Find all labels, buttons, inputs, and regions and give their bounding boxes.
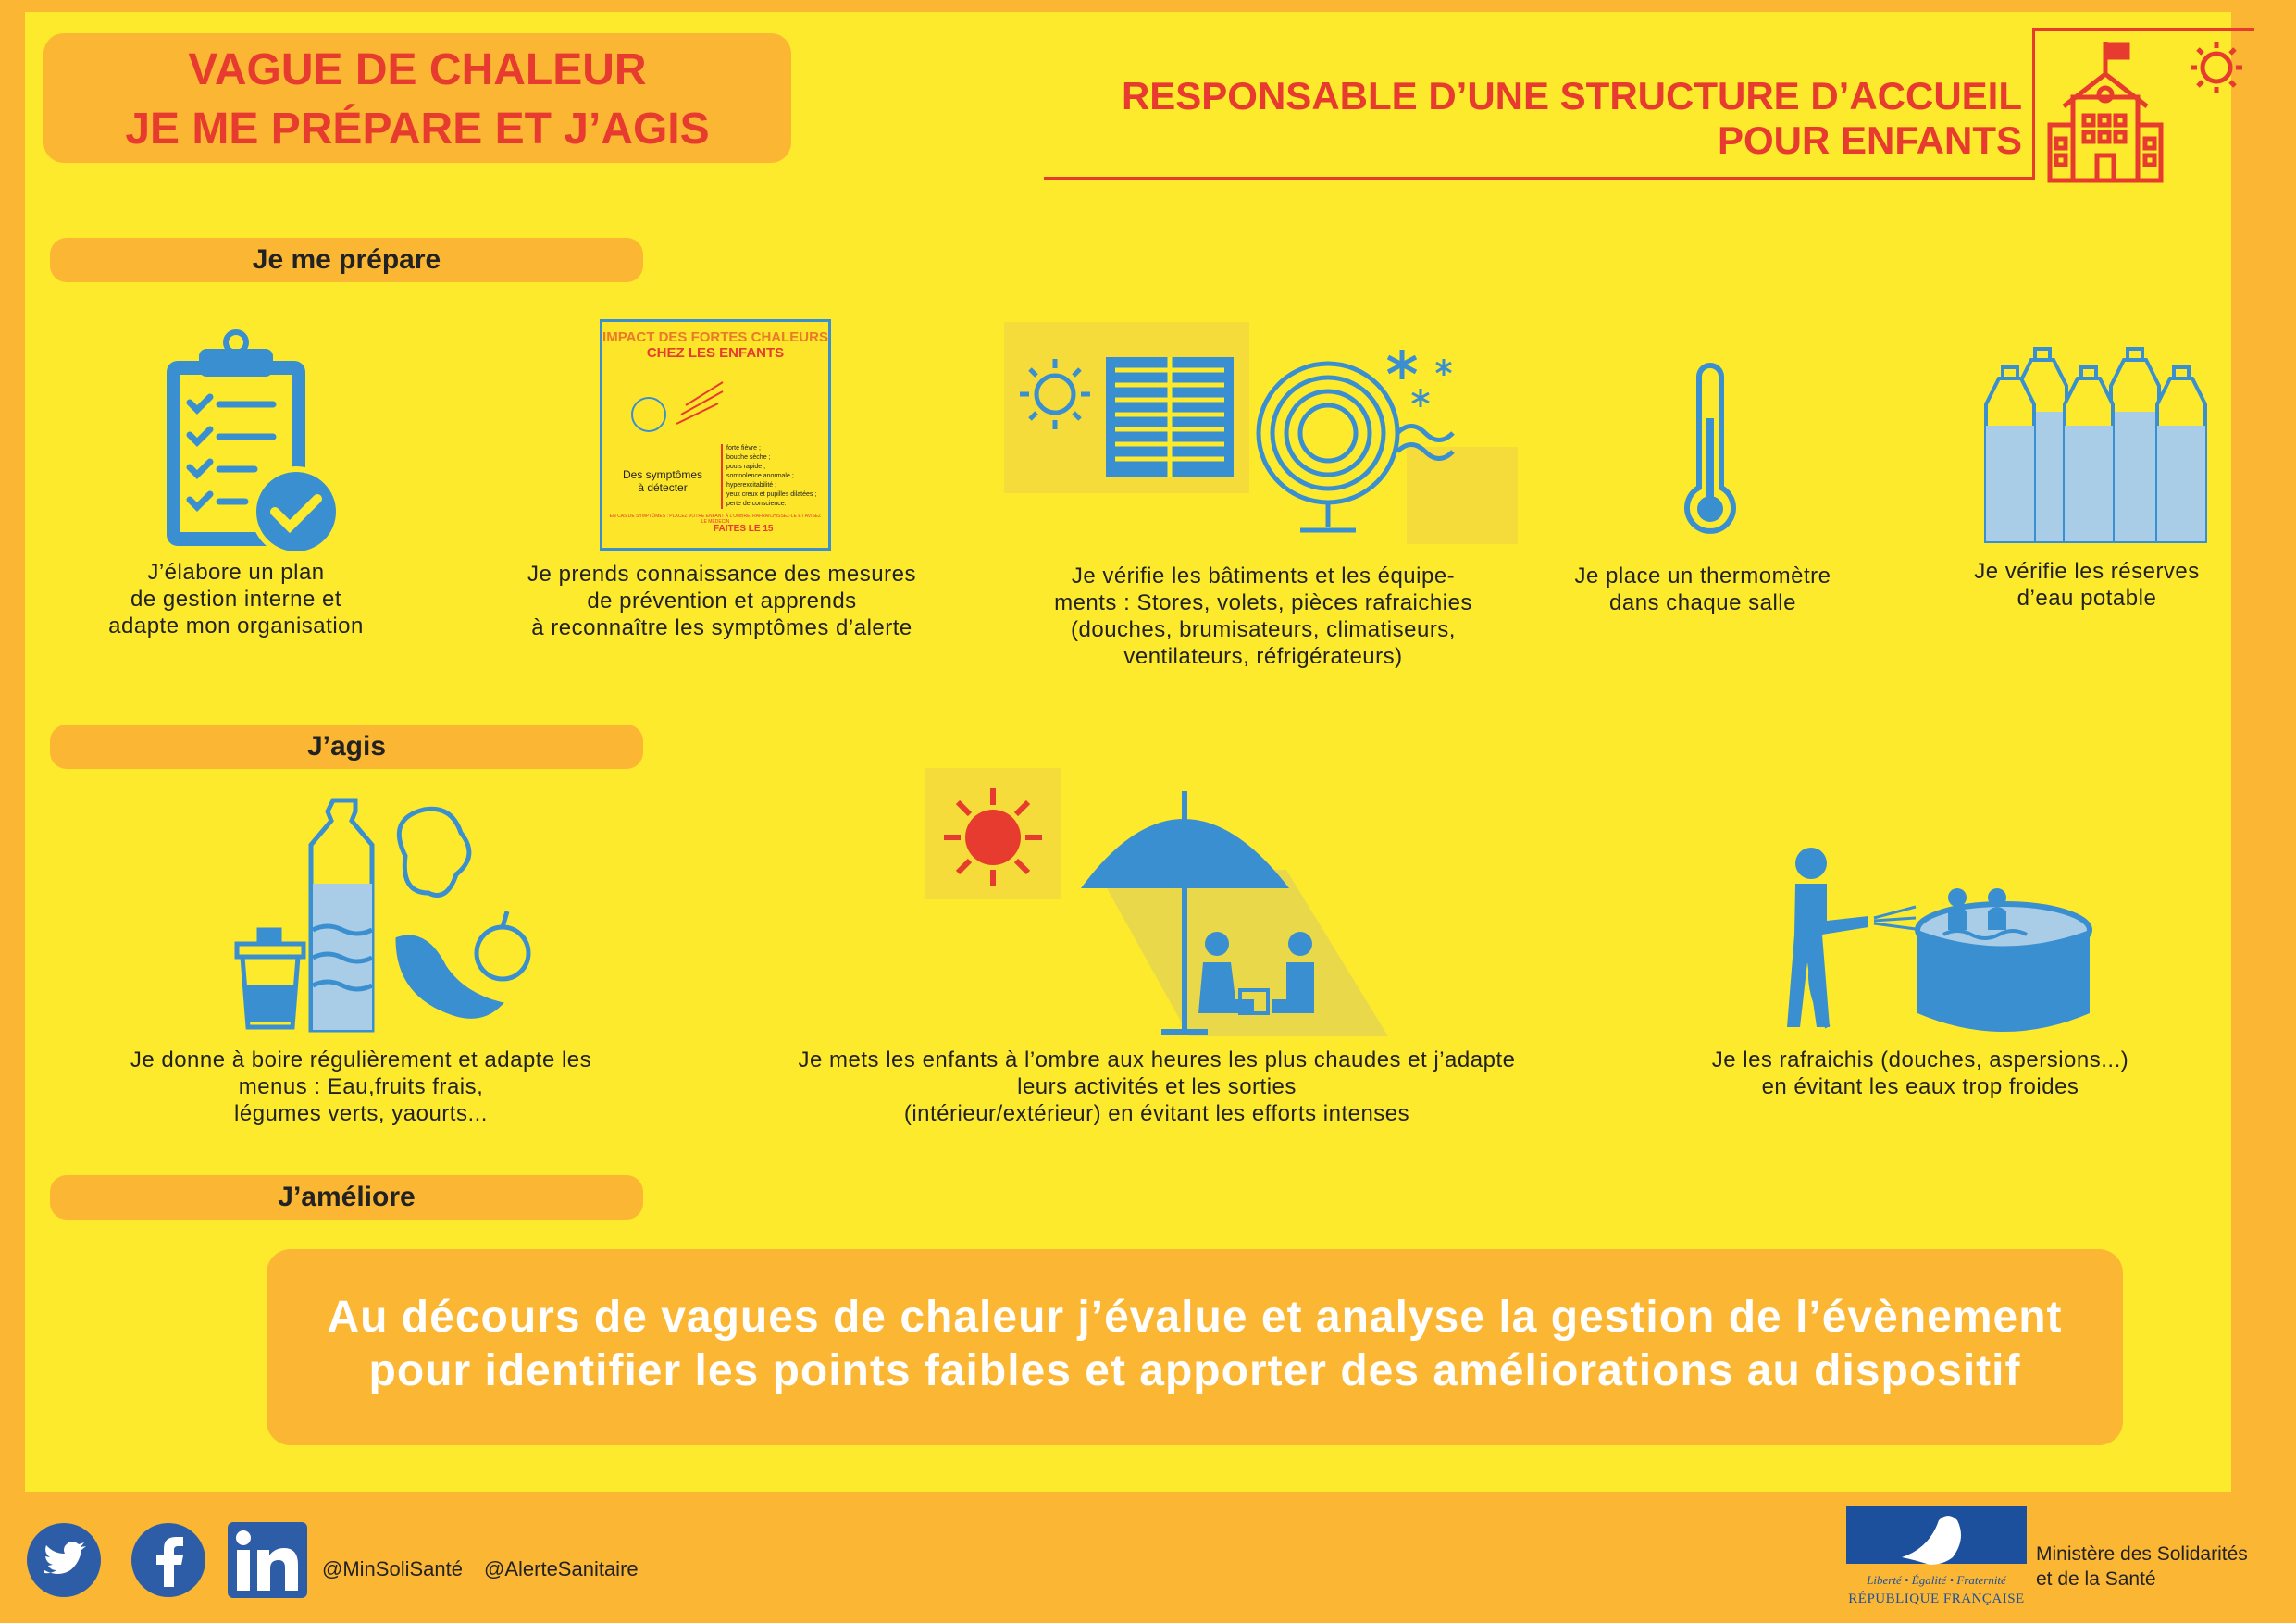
- ministry-name: [2036, 1542, 2248, 1592]
- improve-line-1: Au décours de vagues de chaleur j’évalue et analyse la gestion de l’évènement: [327, 1293, 2063, 1342]
- thermometer-icon: [1682, 363, 1738, 548]
- section-act: J’agis: [50, 725, 643, 769]
- water-bottles-icon: [1990, 347, 2203, 546]
- audience-divider: [2032, 28, 2035, 180]
- improve-line-2: pour identifier les points faibles et apporter des améliorations au dispositif: [368, 1346, 2021, 1395]
- umbrella-shade-icon: [925, 768, 1388, 1036]
- linkedin-icon[interactable]: [228, 1522, 307, 1598]
- republic-motto: Liberté • Égalité • Fraternité: [1867, 1573, 2006, 1587]
- page-title: [43, 33, 791, 163]
- audience-underline: [1044, 177, 2034, 180]
- audience-topline: [2032, 28, 2254, 31]
- facebook-icon[interactable]: [130, 1522, 206, 1598]
- improve-banner: [267, 1249, 2123, 1445]
- title-line-1: VAGUE DE CHALEUR: [188, 45, 647, 94]
- republique-francaise-logo: [1846, 1506, 2027, 1613]
- marianne-logo-icon: [1846, 1506, 2027, 1571]
- twitter-handle-2[interactable]: @AlerteSanitaire: [484, 1557, 639, 1580]
- poster-title-1: IMPACT DES FORTES CHALEURS: [602, 329, 828, 345]
- prepare-caption-1: J’élabore un plan de gestion interne et adapte mon organisation: [108, 560, 364, 638]
- poster-symptoms-label: Des symptômes à détecter: [623, 468, 703, 494]
- ministry-line-1: Ministère des Solidarités: [2036, 1543, 2248, 1565]
- act-caption-1: Je donne à boire régulièrement et adapte les menus : Eau,fruits frais, légumes verts, yaourts...: [130, 1047, 592, 1126]
- pool-spray-icon: [1786, 842, 2091, 1036]
- poster-cta: FAITES LE 15: [714, 524, 774, 534]
- building-equipment-icon: [1004, 322, 1518, 549]
- title-line-2: JE ME PRÉPARE ET J’AGIS: [125, 105, 710, 154]
- republic-name: RÉPUBLIQUE FRANÇAISE: [1848, 1592, 2025, 1606]
- prepare-caption-3: Je vérifie les bâtiments et les équipe- ments : Stores, volets, pièces rafraichies (douches, brumisateurs, climatiseurs, ventilateurs, réfrigérateurs): [1054, 564, 1472, 669]
- prepare-caption-5: Je vérifie les réserves d’eau potable: [1974, 559, 2200, 611]
- twitter-handle-1[interactable]: @MinSoliSanté: [322, 1557, 463, 1580]
- crying-child-icon: [621, 378, 732, 442]
- heat-poster: [600, 319, 831, 551]
- food-drink-icon: [230, 800, 540, 1036]
- audience-line-1: RESPONSABLE D’UNE STRUCTURE D’ACCUEIL: [1121, 74, 2022, 118]
- audience-line-2: POUR ENFANTS: [1717, 118, 2022, 162]
- section-prepare: Je me prépare: [50, 238, 643, 282]
- school-sun-icon: [2045, 37, 2249, 185]
- prepare-caption-4: Je place un thermomètre dans chaque salle: [1574, 564, 1831, 615]
- act-caption-2: Je mets les enfants à l’ombre aux heures les plus chaudes et j’adapte leurs activités et les sorties (intérieur/extérieur) en évitant les efforts intenses: [798, 1047, 1516, 1126]
- clipboard-check-icon: [162, 328, 347, 551]
- twitter-icon[interactable]: [26, 1522, 102, 1598]
- poster-title-2: CHEZ LES ENFANTS: [646, 345, 785, 361]
- prepare-caption-2: Je prends connaissance des mesures de prévention et apprends à reconnaître les symptômes d’alerte: [527, 562, 916, 640]
- ministry-line-2: et de la Santé: [2036, 1568, 2156, 1590]
- audience-title: [1122, 74, 2022, 163]
- poster-symptoms-list: forte fièvre ; bouche sèche ; pouls rapide ; somnolence anormale ; hyperexcitabilité ; yeux creux et pupilles dilatées ; perte de conscience.: [721, 444, 816, 509]
- poster-footer: EN CAS DE SYMPTÔMES : PLACEZ VOTRE ENFANT À L’OMBRE, RAFRAICHISSEZ-LE ET AVISEZ LE MÉDECIN: [609, 514, 822, 525]
- act-caption-3: Je les rafraichis (douches, aspersions...) en évitant les eaux trop froides: [1711, 1047, 2129, 1099]
- section-improve: J’améliore: [50, 1175, 643, 1220]
